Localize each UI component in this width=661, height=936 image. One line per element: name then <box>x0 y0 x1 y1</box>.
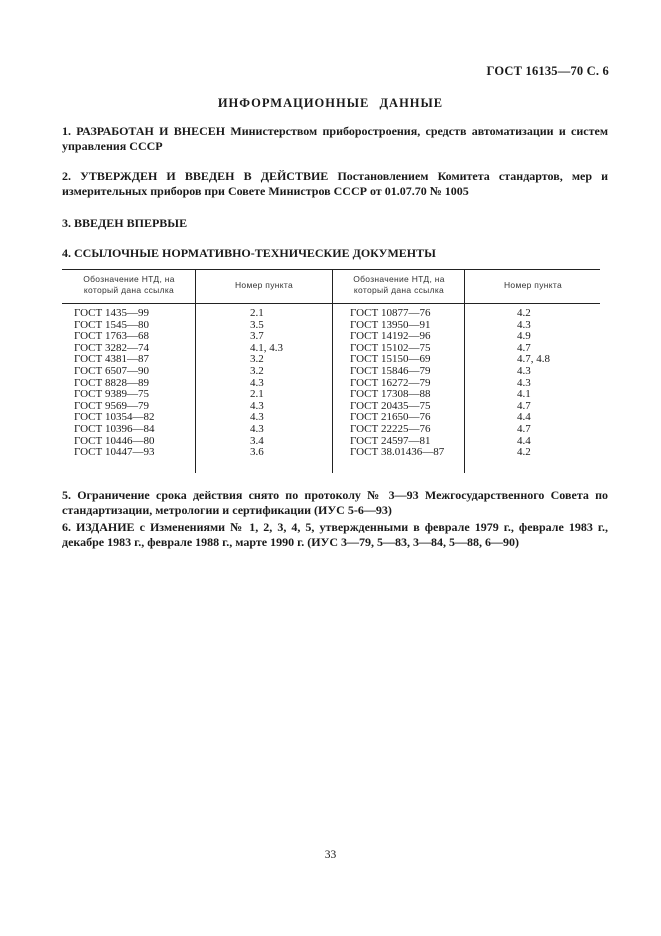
section-6-lead: 6. ИЗДАНИЕ с Изменениями № 1, 2, 3, 4, 5, <box>62 520 315 534</box>
table-cell: ГОСТ 10396—84 <box>74 422 155 435</box>
column-items-left <box>250 308 283 459</box>
section-4 <box>62 246 608 261</box>
table-cell: 4.4 <box>517 434 531 447</box>
section-6-text: утвержденными в феврале 1979 г., феврале 1983 г., декабре 1983 г., феврале 1988 г., марте 1990 г. (ИУС 3—79, 5—83, 3—84, 5—88, 6—90) <box>62 520 608 549</box>
table-cell: ГОСТ 1545—80 <box>74 318 149 331</box>
table-cell: ГОСТ 22225—76 <box>350 422 431 435</box>
section-3 <box>62 216 608 231</box>
table-cell: ГОСТ 9389—75 <box>74 388 149 401</box>
table-cell: ГОСТ 14192—96 <box>350 330 431 343</box>
table-cell: ГОСТ 4381—87 <box>74 353 149 366</box>
table-cell: ГОСТ 15150—69 <box>350 353 431 366</box>
column-docs-left <box>74 308 154 459</box>
table-cell: 3.7 <box>250 330 264 343</box>
section-3-lead: 3. ВВЕДЕН ВПЕРВЫЕ <box>62 216 188 230</box>
table-cell: ГОСТ 17308—88 <box>350 388 431 401</box>
section-2 <box>62 169 608 199</box>
column-docs-right <box>350 308 444 459</box>
table-divider <box>195 269 196 473</box>
table-top-rule <box>62 269 600 270</box>
header-item-left: Номер пункта <box>234 280 293 290</box>
table-cell: ГОСТ 6507—90 <box>74 364 149 377</box>
table-cell: ГОСТ 15102—75 <box>350 341 431 354</box>
table-cell: ГОСТ 20435—75 <box>350 399 431 412</box>
table-cell: 4.2 <box>517 307 531 319</box>
table-cell: ГОСТ 16272—79 <box>350 376 431 389</box>
table-cell: ГОСТ 8828—89 <box>74 376 149 389</box>
section-1-text: Министерством приборостроения, средств автоматизации и систем управления СССР <box>62 124 609 153</box>
table-cell: 4.3 <box>250 411 264 424</box>
table-divider <box>332 269 333 473</box>
section-5 <box>62 488 608 518</box>
table-cell: 4.4 <box>517 411 531 424</box>
section-5-lead: 5. Ограничение срока действия снято по протоколу № 3—93 <box>62 488 419 502</box>
section-6 <box>62 520 608 550</box>
table-cell: ГОСТ 15846—79 <box>350 364 431 377</box>
table-cell: 4.3 <box>250 399 264 412</box>
table-cell: 4.3 <box>517 364 531 377</box>
page-number: 33 <box>324 849 337 861</box>
table-cell: ГОСТ 21650—76 <box>350 411 431 424</box>
header-item-right: Номер пункта <box>503 280 562 290</box>
section-1 <box>62 124 608 154</box>
table-divider <box>464 269 465 473</box>
table-cell: ГОСТ 3282—74 <box>74 341 149 354</box>
table-cell: 4.1, 4.3 <box>250 341 283 354</box>
table-cell: ГОСТ 1763—68 <box>74 330 149 343</box>
references-table <box>62 269 600 473</box>
table-cell: 3.2 <box>250 353 264 366</box>
table-cell: 4.3 <box>517 376 531 389</box>
table-cell: 3.2 <box>250 364 264 377</box>
table-cell: ГОСТ 10354—82 <box>74 411 155 424</box>
table-cell: 2.1 <box>250 388 264 401</box>
table-cell: ГОСТ 10877—76 <box>350 307 431 319</box>
table-cell: 4.7 <box>517 422 531 435</box>
table-cell: 3.5 <box>250 318 264 331</box>
document-reference: ГОСТ 16135—70 С. 6 <box>486 64 609 78</box>
table-cell: 4.3 <box>517 318 531 331</box>
table-cell: 4.3 <box>250 422 264 435</box>
table-cell: ГОСТ 38.01436—87 <box>350 446 445 459</box>
header-doc-left: Обозначение НТД, на который дана ссылка <box>83 274 175 295</box>
table-header-rule <box>62 303 600 304</box>
section-1-lead: 1. РАЗРАБОТАН И ВНЕСЕН <box>62 124 226 138</box>
table-cell: 4.2 <box>517 446 531 459</box>
table-cell: ГОСТ 13950—91 <box>350 318 431 331</box>
table-cell: ГОСТ 9569—79 <box>74 399 149 412</box>
table-cell: ГОСТ 10447—93 <box>74 446 155 459</box>
table-cell: 4.7, 4.8 <box>517 353 550 366</box>
table-cell: 4.7 <box>517 341 531 354</box>
table-cell: 3.6 <box>250 446 264 459</box>
table-cell: 4.3 <box>250 376 264 389</box>
table-cell: 3.4 <box>250 434 264 447</box>
header-doc-right: Обозначение НТД, на который дана ссылка <box>353 274 445 295</box>
table-cell: ГОСТ 1435—99 <box>74 307 149 319</box>
table-cell: ГОСТ 10446—80 <box>74 434 155 447</box>
page-title: ИНФОРМАЦИОННЫЕ ДАННЫЕ <box>217 96 444 110</box>
table-cell: 4.1 <box>517 388 531 401</box>
table-cell: 4.7 <box>517 399 531 412</box>
column-items-right <box>517 308 550 459</box>
section-5-text: Межгосударственного Совета по стандартизации, метрологии и сертификации (ИУС 5-6—93) <box>62 488 608 517</box>
section-2-text: Постановлением Комитета стандартов, мер и измерительных приборов при Совете Министров СССР от 01.07.70 № 1005 <box>62 169 609 198</box>
table-cell: 2.1 <box>250 307 264 319</box>
section-2-lead: 2. УТВЕРЖДЕН И ВВЕДЕН В ДЕЙСТВИЕ <box>62 169 329 183</box>
table-cell: ГОСТ 24597—81 <box>350 434 431 447</box>
section-4-lead: 4. ССЫЛОЧНЫЕ НОРМАТИВНО-ТЕХНИЧЕСКИЕ ДОКУМЕНТЫ <box>62 246 436 260</box>
table-cell: 4.9 <box>517 330 531 343</box>
